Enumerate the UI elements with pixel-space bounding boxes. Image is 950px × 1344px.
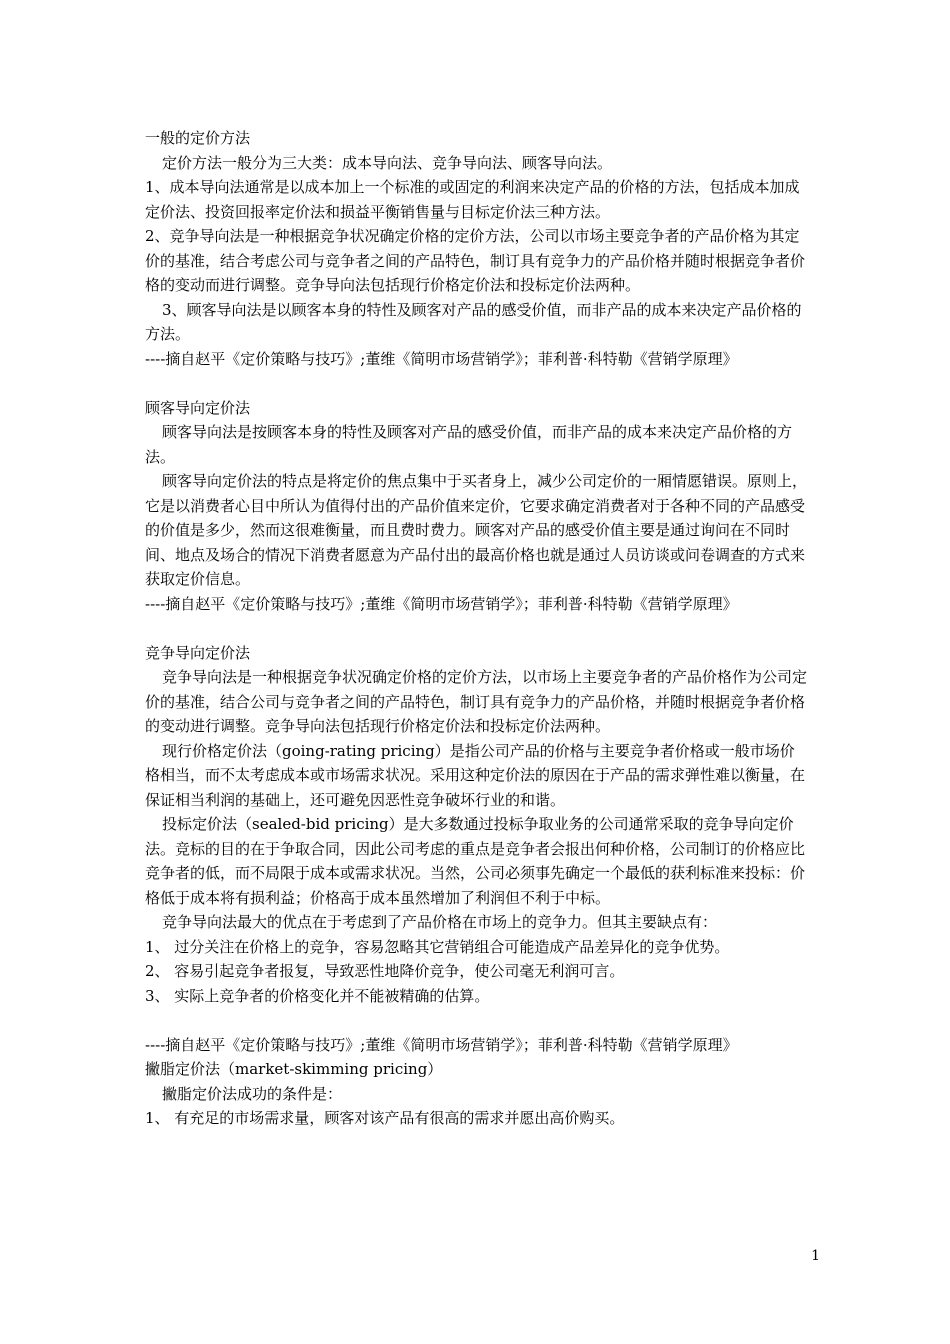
paragraph: 顾客导向定价法的特点是将定价的焦点集中于买者身上，减少公司定价的一厢情愿错误。原则上，它是以消费者心目中所认为值得付出的产品价值来定价，它要求确定消费者对于各种不同的产品感受的价值是多少，然而这很难衡量，而且费时费力。顾客对产品的感受价值主要是通过询问在不同时间、地点及场合的情况下消费者愿意为产品付出的最高价格也就是通过人员访谈或问卷调查的方式来获取定价信息。 xyxy=(145,472,808,588)
paragraph: 定价方法一般分为三大类：成本导向法、竞争导向法、顾客导向法。 xyxy=(162,153,613,172)
spacer xyxy=(145,1008,807,1033)
source-citation: ----摘自赵平《定价策略与技巧》;董维《简明市场营销学》；菲利普·科特勒《营销学原理》 xyxy=(145,1035,738,1054)
spacer xyxy=(145,616,807,641)
source-citation: ----摘自赵平《定价策略与技巧》;董维《简明市场营销学》；菲利普·科特勒《营销学原理》 xyxy=(145,349,738,368)
list-item: 3、 实际上竞争者的价格变化并不能被精确的估算。 xyxy=(145,986,490,1005)
document-body xyxy=(145,126,807,1131)
spacer xyxy=(145,371,807,396)
paragraph: 撇脂定价法成功的条件是： xyxy=(162,1084,343,1103)
section-title-customer-pricing: 顾客导向定价法 xyxy=(145,398,251,417)
section-title-skimming-pricing: 撇脂定价法（market-skimming pricing） xyxy=(145,1060,443,1078)
paragraph: 1、成本导向法通常是以成本加上一个标准的或固定的利润来决定产品的价格的方法，包括成本加成定价法、投资回报率定价法和损益平衡销售量与目标定价法三种方法。 xyxy=(145,178,800,221)
source-citation: ----摘自赵平《定价策略与技巧》;董维《简明市场营销学》；菲利普·科特勒《营销学原理》 xyxy=(145,594,738,613)
page-number: 1 xyxy=(811,1248,820,1264)
paragraph: 顾客导向法是按顾客本身的特性及顾客对产品的感受价值，而非产品的成本来决定产品价格的方法。 xyxy=(145,423,793,466)
paragraph: 2、竞争导向法是一种根据竞争状况确定价格的定价方法，公司以市场主要竞争者的产品价格为其定价的基准，结合考虑公司与竞争者之间的产品特色，制订具有竞争力的产品价格并随时根据竞争者价格的变动而进行调整。竞争导向法包括现行价格定价法和投标定价法两种。 xyxy=(145,227,806,294)
list-item: 2、 容易引起竞争者报复，导致恶性地降价竞争，使公司毫无利润可言。 xyxy=(145,962,625,980)
list-item: 1、 有充足的市场需求量，顾客对该产品有很高的需求并愿出高价购买。 xyxy=(145,1109,625,1127)
section-title-general-pricing: 一般的定价方法 xyxy=(145,129,251,147)
paragraph: 竞争导向法是一种根据竞争状况确定价格的定价方法，以市场上主要竞争者的产品价格作为公司定价的基准，结合公司与竞争者之间的产品特色，制订具有竞争力的产品价格，并随时根据竞争者价格的变动进行调整。竞争导向法包括现行价格定价法和投标定价法两种。 xyxy=(145,668,808,735)
section-title-competition-pricing: 竞争导向定价法 xyxy=(145,643,251,662)
list-item: 1、 过分关注在价格上的竞争，容易忽略其它营销组合可能造成产品差异化的竞争优势。 xyxy=(145,937,730,956)
paragraph: 竞争导向法最大的优点在于考虑到了产品价格在市场上的竞争力。但其主要缺点有： xyxy=(162,913,718,931)
paragraph: 投标定价法（sealed-bid pricing）是大多数通过投标争取业务的公司通常采取的竞争导向定价法。竞标的目的在于争取合同，因此公司考虑的重点是竞争者会报出何种价格，公司制订的价格应比竞争者的低，而不局限于成本或需求状况。当然，公司必须事先确定一个最低的获利标准来投标：价格低于成本将有损利益；价格高于成本虽然增加了利润但不利于中标。 xyxy=(145,815,806,907)
paragraph: 3、顾客导向法是以顾客本身的特性及顾客对产品的感受价值，而非产品的成本来决定产品价格的方法。 xyxy=(145,300,802,343)
paragraph: 现行价格定价法（going-rating pricing）是指公司产品的价格与主要竞争者价格或一般市场价格相当，而不太考虑成本或市场需求状况。采用这种定价法的原因在于产品的需求弹性难以衡量，在保证相当利润的基础上，还可避免因恶性竞争破坏行业的和谐。 xyxy=(145,741,806,809)
